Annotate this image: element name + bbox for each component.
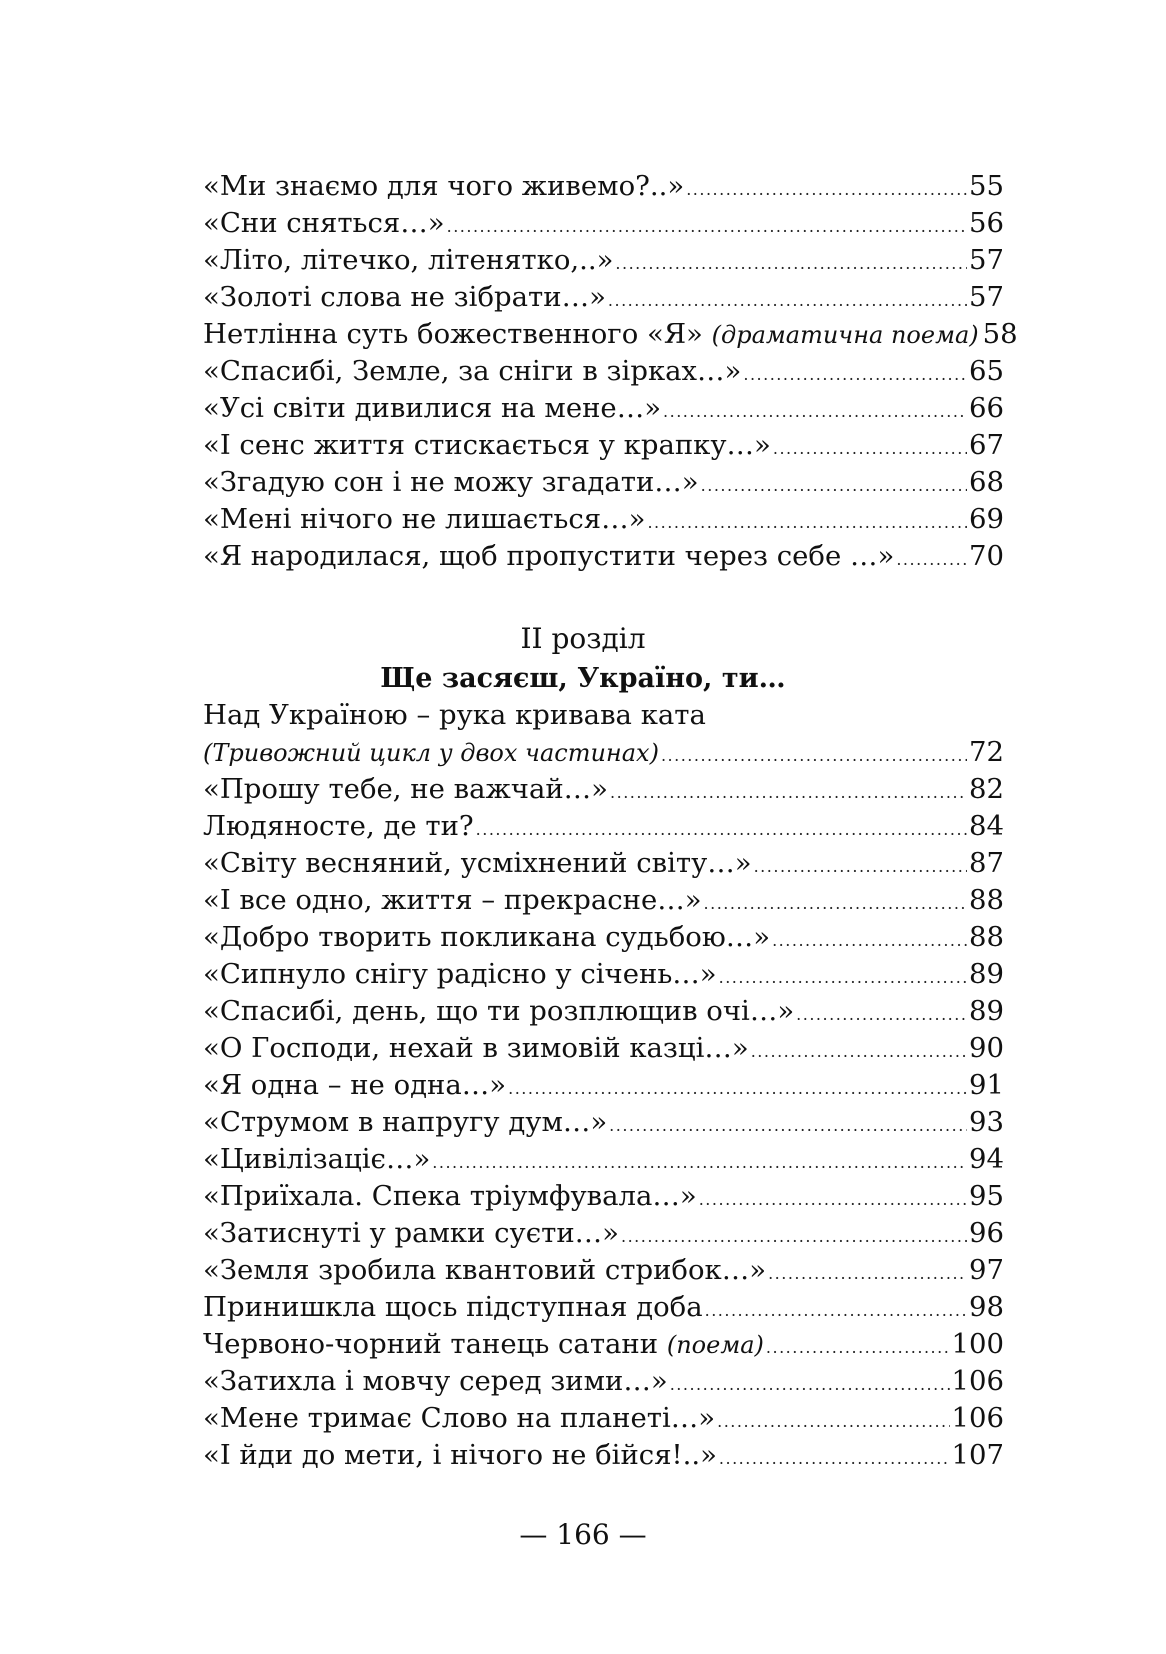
toc-entry (203, 1400, 1004, 1437)
toc-entry-title (203, 168, 684, 205)
toc-entry-page: 58 (982, 318, 1018, 350)
toc-entry (203, 501, 1004, 538)
toc-entry-title (203, 697, 706, 734)
toc-entry-page: 87 (969, 847, 1004, 879)
toc-entry-page: 56 (969, 207, 1004, 239)
dot-leader (647, 504, 967, 541)
toc-entry-title-text: Принишкла щось підступная доба (203, 1291, 703, 1323)
toc-entry (203, 1104, 1004, 1141)
dot-leader (773, 430, 967, 467)
toc-entry-title-text: «Земля зробила квантовий стрибок…» (203, 1254, 767, 1286)
toc-entry-page: 95 (969, 1180, 1004, 1212)
dot-leader (719, 959, 967, 996)
toc-entry-page: 106 (951, 1365, 1004, 1397)
toc-entry-title (203, 1437, 717, 1474)
toc-entry (203, 1215, 1004, 1252)
dot-leader (609, 1107, 967, 1144)
toc-entry (203, 1067, 1004, 1104)
toc-entry-page: 93 (969, 1106, 1004, 1138)
toc-entry (203, 1326, 1004, 1363)
toc-entry-title (203, 882, 702, 919)
toc-entry-page: 69 (969, 503, 1004, 535)
toc-entry (203, 1141, 1004, 1178)
toc-entry (203, 279, 1004, 316)
dot-leader (796, 996, 967, 1033)
toc-entry (203, 1252, 1004, 1289)
toc-entry-page: 84 (969, 810, 1004, 842)
toc-entry-page: 96 (969, 1217, 1004, 1249)
toc-entry-page: 91 (969, 1069, 1004, 1101)
dot-leader (699, 1181, 967, 1218)
toc-entry-title-text: Людяносте, де ти? (203, 810, 474, 842)
toc-entry-title-text: «Сни сняться…» (203, 207, 445, 239)
toc-entry-title (203, 538, 894, 575)
toc-entry-title (203, 808, 474, 845)
dot-leader (476, 811, 967, 848)
dot-leader (447, 208, 967, 245)
toc-entry-title-text: «Золоті слова не зібрати…» (203, 281, 606, 313)
toc-entry-title-text: «Добро творить покликана судьбою…» (203, 921, 771, 953)
dot-leader (772, 922, 967, 959)
toc-entry (203, 993, 1004, 1030)
toc-entry-page: 65 (969, 355, 1004, 387)
toc-entry-title (203, 771, 608, 808)
toc-entry-title-text: «Літо, літечко, літенятко,..» (203, 244, 614, 276)
toc-entry-title (203, 1030, 749, 1067)
dot-leader (686, 171, 967, 208)
dot-leader (608, 282, 967, 319)
toc-entry-page: 57 (969, 281, 1004, 313)
toc-entry-title-text: Червоно-чорний танець сатани (203, 1328, 659, 1360)
toc-entry-title-text: «Я одна – не одна…» (203, 1069, 507, 1101)
toc-entry-title (203, 993, 794, 1030)
section-title: Ще засяєш, Україно, ти… (380, 663, 786, 694)
toc-entry-page: 98 (969, 1291, 1004, 1323)
toc-entry-title (203, 1400, 715, 1437)
toc-entry (203, 1030, 1004, 1067)
toc-entry-title-text: «Усі світи дивилися на мене…» (203, 392, 662, 424)
toc-entry-page: 57 (969, 244, 1004, 276)
toc-entry-page: 89 (969, 958, 1004, 990)
toc-entry-title (203, 390, 661, 427)
toc-entry-page: 70 (969, 540, 1004, 572)
toc-entry (203, 1363, 1004, 1400)
toc-entry (203, 242, 1004, 279)
toc-entry-title (203, 1104, 607, 1141)
toc-entry-page: 88 (969, 921, 1004, 953)
toc-entry-title (203, 1067, 506, 1104)
toc-entry-title (203, 919, 770, 956)
toc-entry-page: 94 (969, 1143, 1004, 1175)
toc-entry (203, 538, 1004, 575)
toc-entry-title (203, 316, 979, 354)
dot-leader (751, 1033, 967, 1070)
toc-entry-title (203, 279, 606, 316)
toc-entry (203, 697, 1004, 734)
toc-entry-page: 82 (969, 773, 1004, 805)
dot-leader (670, 1366, 950, 1403)
toc-entry (203, 845, 1004, 882)
toc-entry (203, 734, 1004, 771)
toc-entry-title (203, 1326, 764, 1364)
toc-entry-title-text: «Струмом в напругу дум…» (203, 1106, 608, 1138)
toc-entry-page: 100 (951, 1328, 1004, 1360)
toc-entry (203, 771, 1004, 808)
toc-entry-title (203, 1363, 668, 1400)
toc-entry-title (203, 501, 645, 538)
toc-entry-title (203, 353, 741, 390)
toc-entry-title (203, 845, 752, 882)
dot-leader (719, 1440, 950, 1477)
toc-entry-page: 72 (969, 736, 1004, 768)
toc-entry-title-text: «Приїхала. Спека тріумфувала…» (203, 1180, 697, 1212)
dot-leader (705, 1292, 967, 1329)
dot-leader (754, 848, 967, 885)
dot-leader (896, 541, 967, 578)
dot-leader (663, 393, 967, 430)
dot-leader (717, 1403, 949, 1440)
toc-entry (203, 464, 1004, 501)
toc-entry-title (203, 427, 771, 464)
toc-entry-title-text: «Ми знаємо для чого живемо?..» (203, 170, 685, 202)
toc-entry (203, 956, 1004, 993)
toc-entry-title-text: «І йди до мети, і нічого не бійся!..» (203, 1439, 717, 1471)
toc-entry-title-text: Над Україною – рука кривава ката (203, 699, 706, 731)
toc-entry-title-text: «Згадую сон і не можу згадати…» (203, 466, 699, 498)
toc-entry-title-text: «Спасибі, Земле, за сніги в зірках…» (203, 355, 742, 387)
toc-entry-note: (Тривожний цикл у двох частинах) (203, 739, 659, 767)
toc-entry (203, 316, 1018, 353)
dot-leader (508, 1070, 967, 1107)
toc-entry-page: 90 (969, 1032, 1004, 1064)
toc-entry (203, 427, 1004, 464)
toc-entry-title (203, 242, 613, 279)
toc-entry-title-text: «Я народилася, щоб пропустити через себе …» (203, 540, 895, 572)
toc-entry-note: (поема) (666, 1331, 764, 1359)
toc-entry-page: 66 (969, 392, 1004, 424)
toc-entry-page: 68 (969, 466, 1004, 498)
toc-entry-page: 106 (951, 1402, 1004, 1434)
toc-entry-title-text: «Світу весняний, усміхнений світу…» (203, 847, 752, 879)
page-number: — 166 — (519, 1518, 647, 1551)
toc-entry-note: (драматична поема) (711, 321, 979, 349)
dot-leader (661, 737, 967, 774)
toc-entry-title (203, 205, 445, 242)
toc-entry (203, 205, 1004, 242)
toc-entry (203, 1437, 1004, 1474)
toc-entry (203, 1178, 1004, 1215)
toc-entry-title-text: «Мене тримає Слово на планеті…» (203, 1402, 716, 1434)
toc-entry-page: 67 (969, 429, 1004, 461)
toc-entry-title-text: «Прошу тебе, не важчай…» (203, 773, 609, 805)
toc-entry-title (203, 1178, 697, 1215)
toc-entry-title-text: «Сипнуло снігу радісно у січень…» (203, 958, 717, 990)
toc-entry-page: 89 (969, 995, 1004, 1027)
dot-leader (610, 774, 967, 811)
toc-entry (203, 390, 1004, 427)
toc-entry (203, 808, 1004, 845)
toc-entry (203, 919, 1004, 956)
toc-entry-page: 97 (969, 1254, 1004, 1286)
dot-leader (621, 1218, 967, 1255)
toc-entry-title-text: «Мені нічого не лишається…» (203, 503, 646, 535)
toc-entry-title-text: «Затиснуті у рамки суєти…» (203, 1217, 619, 1249)
toc-entry-title (203, 1289, 703, 1326)
dot-leader (704, 885, 967, 922)
toc-entry-title (203, 1215, 619, 1252)
toc-entry-page: 88 (969, 884, 1004, 916)
dot-leader (766, 1329, 950, 1366)
toc-entry-title (203, 464, 699, 501)
section-label: ІІ розділ (520, 622, 646, 655)
toc-entry-title (203, 1252, 766, 1289)
toc-entry-title (203, 1141, 430, 1178)
toc-entry-title-text: «О Господи, нехай в зимовій казці…» (203, 1032, 749, 1064)
toc-entry-title-text: «Затихла і мовчу серед зими…» (203, 1365, 668, 1397)
toc-entry (203, 353, 1004, 390)
dot-leader (768, 1255, 967, 1292)
toc-entry (203, 168, 1004, 205)
toc-entry-title-text: «Цивілізаціє…» (203, 1143, 431, 1175)
toc-entry-title-text: «Спасибі, день, що ти розплющив очі…» (203, 995, 795, 1027)
toc-entry-title-text: Нетлінна суть божественного «Я» (203, 318, 703, 350)
toc-entry-title (203, 956, 717, 993)
toc-entry (203, 882, 1004, 919)
dot-leader (743, 356, 967, 393)
toc-list-part2 (203, 697, 1004, 1474)
toc-entry-title-text: «І все одно, життя – прекрасне…» (203, 884, 702, 916)
dot-leader (432, 1144, 967, 1181)
toc-entry-title (203, 734, 659, 772)
toc-list-part1 (203, 168, 1018, 575)
toc-entry-title-text: «І сенс життя стискається у крапку…» (203, 429, 771, 461)
toc-entry (203, 1289, 1004, 1326)
dot-leader (615, 245, 967, 282)
toc-entry-page: 55 (969, 170, 1004, 202)
toc-entry-page: 107 (951, 1439, 1004, 1471)
dot-leader (701, 467, 967, 504)
